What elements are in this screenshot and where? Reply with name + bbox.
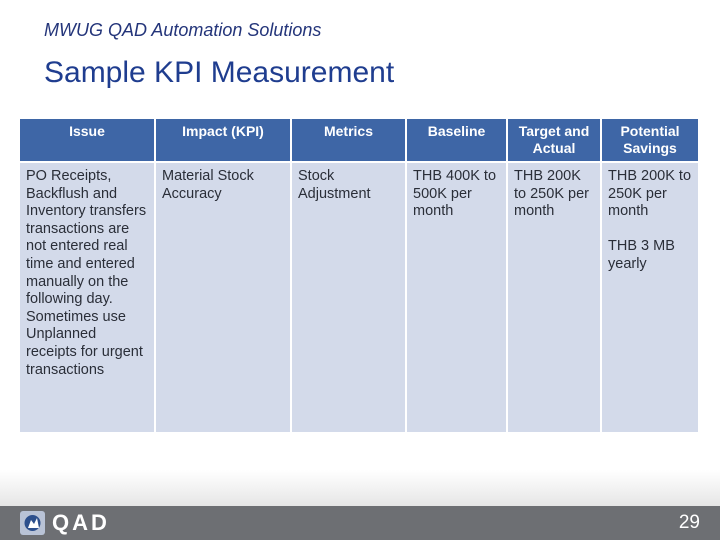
cell-baseline: THB 400K to 500K per month — [407, 163, 506, 432]
column-header-issue: Issue — [20, 119, 154, 161]
column-header-savings: Potential Savings — [602, 119, 698, 161]
cell-issue: PO Receipts, Backflush and Inventory transfers transactions are not entered real time and entered manually on the following day. Sometimes use Unplanned receipts for urgent transactions — [20, 163, 154, 432]
column-header-impact: Impact (KPI) — [156, 119, 290, 161]
page-number: 29 — [678, 512, 700, 533]
savings-yearly: THB 3 MB yearly — [608, 238, 675, 272]
savings-spacer — [608, 221, 692, 239]
footer-bar — [0, 506, 720, 540]
presentation-header: MWUG QAD Automation Solutions — [44, 20, 322, 40]
kpi-table — [18, 117, 700, 434]
table-row — [20, 163, 698, 432]
qad-logo-text: QAD — [52, 510, 110, 535]
column-header-baseline: Baseline — [407, 119, 506, 161]
table-header-row — [20, 119, 698, 161]
column-header-target: Target and Actual — [508, 119, 600, 161]
qad-logo-icon — [20, 511, 45, 535]
cell-impact: Material Stock Accuracy — [156, 163, 290, 432]
slide-title: Sample KPI Measurement — [44, 56, 395, 89]
cell-metrics: Stock Adjustment — [292, 163, 405, 432]
footer-gradient — [0, 470, 720, 506]
column-header-metrics: Metrics — [292, 119, 405, 161]
cell-savings — [602, 163, 698, 432]
cell-target: THB 200K to 250K per month — [508, 163, 600, 432]
savings-monthly: THB 200K to 250K per month — [608, 168, 692, 220]
